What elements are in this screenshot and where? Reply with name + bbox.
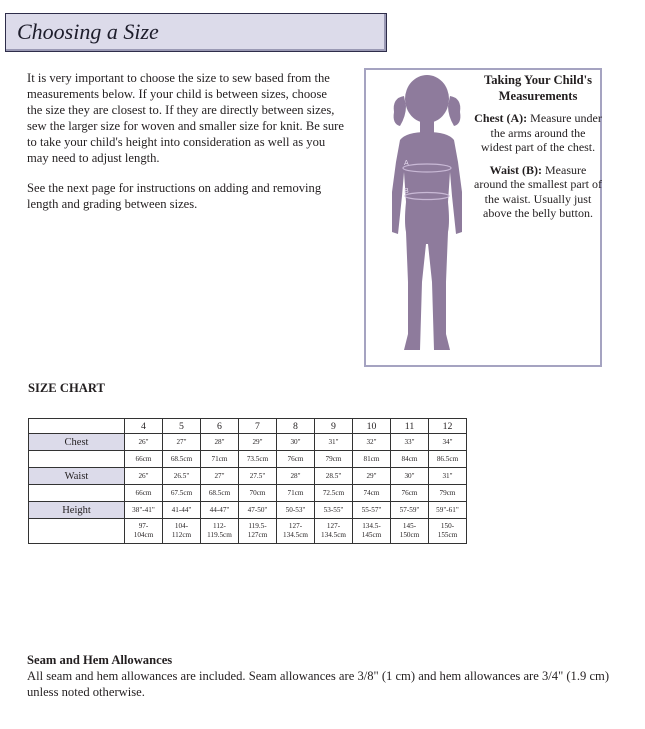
table-cell: 31" <box>315 434 353 451</box>
table-cell: 31" <box>429 468 467 485</box>
table-cell: 81cm <box>353 451 391 468</box>
table-cell: 44-47" <box>201 502 239 519</box>
cm-range-end: 155cm <box>437 531 458 539</box>
table-cell <box>125 519 163 544</box>
size-cell: 11 <box>391 419 429 434</box>
table-cell: 86.5cm <box>429 451 467 468</box>
size-cell: 4 <box>125 419 163 434</box>
cm-range-end: 145cm <box>361 531 382 539</box>
table-cell: 71cm <box>201 451 239 468</box>
waist-label: Waist (B): <box>489 162 542 177</box>
cm-range-start: 145- <box>402 522 417 530</box>
table-cell: 76cm <box>277 451 315 468</box>
seam-allowances-section <box>27 652 617 700</box>
table-cell: 74cm <box>353 485 391 502</box>
table-cell: 66cm <box>125 485 163 502</box>
cm-range-start: 134.5- <box>362 522 381 530</box>
table-cell: 27" <box>201 468 239 485</box>
table-cell: 30" <box>391 468 429 485</box>
chest-instructions <box>474 111 602 155</box>
table-cell: 47-50" <box>239 502 277 519</box>
cm-range-end: 134.5cm <box>321 531 346 539</box>
table-cell: 26" <box>125 434 163 451</box>
empty-label-cell <box>29 451 125 468</box>
table-cell: 70cm <box>239 485 277 502</box>
table-cell: 55-57" <box>353 502 391 519</box>
intro-paragraph-1: It is very important to choose the size to sew based from the measurements below. If your child is between sizes, choose the size they are closest to. If they are directly between sizes, sew the larger size for woven and smaller size for knit. Be sure to take your child's height into consideration as well as you may need to adjust length. <box>27 71 344 165</box>
table-cell: 68.5cm <box>163 451 201 468</box>
table-cell: 79cm <box>429 485 467 502</box>
table-cell <box>277 519 315 544</box>
size-cell: 10 <box>353 419 391 434</box>
cm-range-end: 127cm <box>247 531 268 539</box>
cm-range-start: 104- <box>174 522 189 530</box>
cm-range-start: 119.5- <box>248 522 267 530</box>
page-title-banner <box>5 13 387 52</box>
table-cell: 84cm <box>391 451 429 468</box>
waist-inches-row <box>29 468 467 485</box>
table-cell: 66cm <box>125 451 163 468</box>
size-header-row <box>29 419 467 434</box>
cm-range-end: 112cm <box>171 531 192 539</box>
table-cell: 76cm <box>391 485 429 502</box>
table-cell <box>315 519 353 544</box>
chest-row-label: Chest <box>29 434 125 451</box>
empty-label-cell <box>29 485 125 502</box>
size-cell: 9 <box>315 419 353 434</box>
table-cell: 28" <box>201 434 239 451</box>
corner-cell <box>29 419 125 434</box>
table-cell: 34" <box>429 434 467 451</box>
intro-paragraph-2: See the next page for instructions on adding and removing length and grading between sizes. <box>27 181 322 211</box>
cm-range-start: 150- <box>440 522 455 530</box>
table-cell: 32" <box>353 434 391 451</box>
size-cell: 6 <box>201 419 239 434</box>
waist-cm-row <box>29 485 467 502</box>
table-cell: 26" <box>125 468 163 485</box>
table-cell <box>201 519 239 544</box>
cm-range-end: 104cm <box>133 531 154 539</box>
waist-row-label: Waist <box>29 468 125 485</box>
size-cell: 8 <box>277 419 315 434</box>
measurements-title: Taking Your Child's Measurements <box>483 73 593 103</box>
size-cell: 7 <box>239 419 277 434</box>
height-cm-row <box>29 519 467 544</box>
table-cell <box>391 519 429 544</box>
intro-text <box>27 70 345 226</box>
table-cell <box>353 519 391 544</box>
cm-range-end: 134.5cm <box>283 531 308 539</box>
size-chart-table <box>28 418 467 544</box>
cm-range-end: 119.5cm <box>207 531 232 539</box>
height-row-label: Height <box>29 502 125 519</box>
table-cell: 38"-41" <box>125 502 163 519</box>
size-cell: 5 <box>163 419 201 434</box>
table-cell: 29" <box>239 434 277 451</box>
waist-instructions <box>474 163 602 221</box>
table-cell: 67.5cm <box>163 485 201 502</box>
table-cell: 26.5" <box>163 468 201 485</box>
table-cell: 50-53" <box>277 502 315 519</box>
seam-text: All seam and hem allowances are included. Seam allowances are 3/8" (1 cm) and hem allowances are 3/4" (1.9 cm) unless noted otherwise. <box>27 669 610 699</box>
table-cell: 29" <box>353 468 391 485</box>
cm-range-start: 127- <box>326 522 341 530</box>
size-cell: 12 <box>429 419 467 434</box>
child-figure-illustration <box>370 72 480 364</box>
chest-cm-row <box>29 451 467 468</box>
marker-a-label: A <box>404 160 409 167</box>
table-cell: 57-59" <box>391 502 429 519</box>
table-cell: 33" <box>391 434 429 451</box>
chest-label: Chest (A): <box>474 111 528 125</box>
table-cell: 72.5cm <box>315 485 353 502</box>
cm-range-start: 97- <box>138 522 149 530</box>
table-cell <box>429 519 467 544</box>
page-title: Choosing a Size <box>17 19 159 44</box>
table-cell: 79cm <box>315 451 353 468</box>
table-cell: 27" <box>163 434 201 451</box>
measurements-panel <box>364 68 602 367</box>
size-chart-heading: SIZE CHART <box>28 381 105 395</box>
height-inches-row <box>29 502 467 519</box>
table-cell: 28" <box>277 468 315 485</box>
table-cell <box>163 519 201 544</box>
chest-text: Measure under the arms around the widest part of the chest. <box>480 111 602 154</box>
table-cell: 73.5cm <box>239 451 277 468</box>
cm-range-start: 127- <box>288 522 303 530</box>
table-cell: 68.5cm <box>201 485 239 502</box>
cm-range-end: 150cm <box>399 531 420 539</box>
table-cell: 30" <box>277 434 315 451</box>
table-cell: 59"-61" <box>429 502 467 519</box>
table-cell: 53-55" <box>315 502 353 519</box>
empty-label-cell <box>29 519 125 544</box>
table-cell: 41-44" <box>163 502 201 519</box>
seam-title: Seam and Hem Allowances <box>27 653 173 667</box>
waist-text: Measure around the smallest part of the waist. Usually just above the belly button. <box>474 162 602 220</box>
marker-b-label: B <box>404 188 409 195</box>
cm-range-start: 112- <box>213 522 226 530</box>
chest-inches-row <box>29 434 467 451</box>
table-cell: 71cm <box>277 485 315 502</box>
table-cell: 27.5" <box>239 468 277 485</box>
table-cell <box>239 519 277 544</box>
table-cell: 28.5" <box>315 468 353 485</box>
